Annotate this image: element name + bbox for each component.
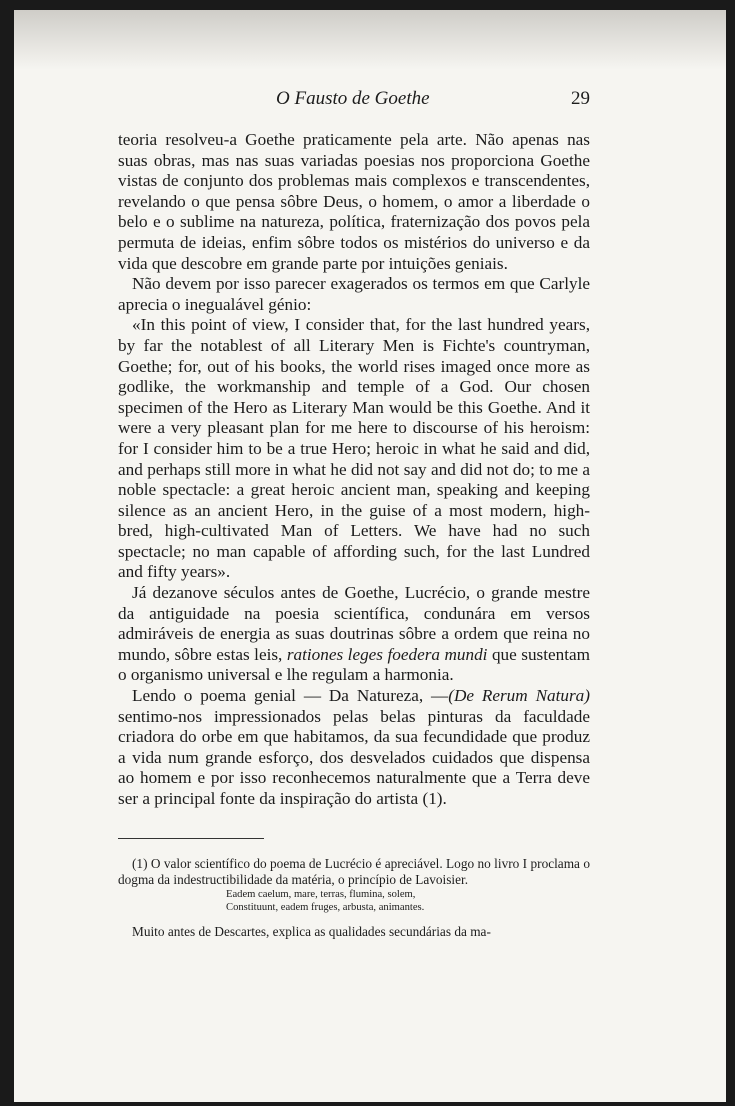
footnote-continuation: Muito antes de Descartes, explica as qualidades secundárias da ma- [132, 924, 491, 940]
footnote-rule [118, 838, 264, 839]
page-header [14, 88, 726, 116]
quotation-paragraph: «In this point of view, I consider that, for the last hundred years, by far the notablest of all Literary Men is Fichte's countryman, Goethe; for, out of his books, the world rises imaged once more as godlike, the workmanship and temple of a God. Our chosen specimen of the Hero as Literary Man would be this Goethe. And it were a very pleasant plan for me here to discourse of his heroism: for I consider him to be a true Hero; heroic in what he said and did, and perhaps still more in what he did not say and did not do; to me a noble spectacle: a great heroic ancient man, speaking and keeping silence as an ancient Hero, in the guise of a most modern, high-bred, high-cultivated Man of Letters. We have had no such spectacle; no man capable of affording such, for the last Lundred and fifty years». [118, 315, 590, 582]
main-text [118, 130, 590, 810]
page-number: 29 [571, 88, 590, 109]
latin-phrase: rationes leges foedera mundi [286, 644, 488, 664]
verse-line: Constituunt, eadem fruges, arbusta, animantes. [226, 901, 425, 913]
book-page [14, 10, 726, 1102]
paragraph: teoria resolveu-a Goethe praticamente pela arte. Não apenas nas suas obras, mas nas suas variadas poesias nos proporciona Goethe vistas de conjunto dos problemas mais complexos e transcendentes, revelando o que pensa sôbre Deus, o homem, o amor a liberdade o belo e o sublime na natureza, política, fraternização dos povos pela permuta de ideias, enfim sôbre todos os mistérios do universo e da vida que descobre em grande parte por intuições geniais. [118, 130, 590, 273]
running-title: O Fausto de Goethe [276, 88, 430, 109]
verse-line: Eadem caelum, mare, terras, flumina, solem, [226, 889, 416, 901]
text-run: sentimo-nos impressionados pelas belas pinturas da faculdade criadora do orbe em que habitamos, da sua fecundidade que produz a vida num grande esforço, dos desvelados cuidados que dispensa ao homem e por isso reconhecemos naturalmente que a Terra deve ser a principal fonte da inspiração do artista (1). [118, 706, 590, 808]
latin-verse [226, 889, 590, 914]
paragraph [118, 583, 590, 686]
text-run: Já dezanove séculos antes de Goethe, Lucrécio, o grande mestre da antiguidade na poesia scientífica, condunára em versos admiráveis de energia as suas doutrinas sôbre a ordem que reina no mundo, sôbre estas leis, [118, 583, 590, 664]
paragraph: Não devem por isso parecer exagerados os termos em que Carlyle aprecia o inegualável génio: [118, 274, 590, 314]
latin-title: (De Rerum Natura) [448, 686, 590, 706]
footnote-text: (1) O valor scientífico do poema de Lucrécio é apreciável. Logo no livro I proclama o dogma da indestructibilidade da matéria, o princípio de Lavoisier. [118, 856, 590, 887]
text-run: que sustentam o organismo universal e lhe regulam a harmonia. [118, 644, 591, 685]
footnotes [118, 856, 590, 940]
text-run: Lendo o poema genial — Da Natureza, — [132, 686, 449, 706]
paragraph [118, 686, 590, 810]
scan-shadow [14, 10, 726, 70]
